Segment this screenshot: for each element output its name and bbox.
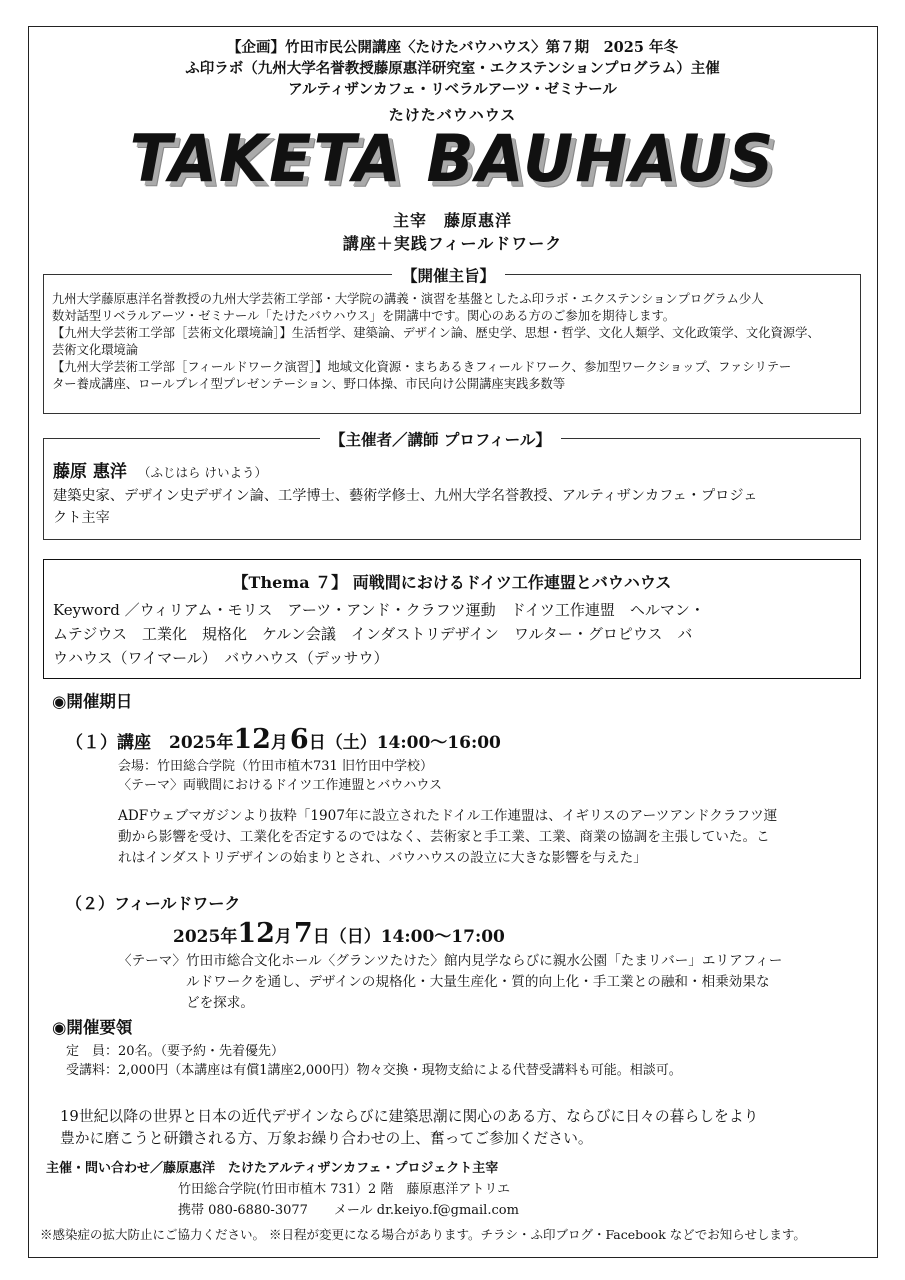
profile-title: 【主催者／講師 プロフィール】 — [320, 428, 561, 450]
invitation-line: 豊かに磨こうと研鑽される方、万象お繰り合わせの上、奮ってご参加ください。 — [60, 1130, 593, 1147]
contact-line-3: 携帯 080-6880-3077 メール dr.keiyo.f@gmail.com — [178, 1203, 519, 1218]
subtitle: 講座＋実践フィールドワーク — [342, 234, 563, 253]
header-line-3: アルティザンカフェ・リベラルアーツ・ゼミナール — [288, 81, 617, 98]
thema-box — [43, 559, 861, 679]
keyword-line: ムテジウス 工業化 規格化 ケルン会議 インダストリデザイン ワルター・グロピウス バ — [53, 625, 693, 643]
lecture-date-line — [66, 724, 501, 755]
kana-title: たけたバウハウス — [388, 106, 517, 124]
lecture-venue: 会場：竹田総合学院（竹田市植木731 旧竹田中学校） — [118, 759, 433, 774]
fieldwork-month-unit: 月 — [274, 927, 292, 947]
contact-line-2: 竹田総合学院(竹田市植木 731）2 階 藤原惠洋アトリエ — [178, 1182, 511, 1197]
purpose-line: ター養成講座、ロールプレイ型プレゼンテーション、野口体操、市民向け公開講座実践多数等 — [52, 377, 566, 391]
keyword-line: ウハウス（ワイマール） バウハウス（デッサウ） — [53, 649, 389, 667]
lecture-quote-line: 動から影響を受け、工業化を否定するのではなく、芸術家と手工業、工業、商業の協調を主張していた。こ — [118, 829, 770, 845]
purpose-box — [43, 266, 861, 414]
thema-title: 【Thema ７】 両戦間におけるドイツ工作連盟とバウハウス — [232, 573, 672, 592]
purpose-line: 芸術文化環境論 — [52, 343, 139, 357]
fieldwork-date-line — [173, 918, 505, 949]
details-capacity: 定 員：20名。（要予約・先着優先） — [66, 1044, 285, 1059]
invitation-line: 19世紀以降の世界と日本の近代デザインならびに建築思潮に関心のある方、ならびに日々の暮らしをより — [60, 1108, 759, 1125]
lecture-month-unit: 月 — [270, 733, 288, 753]
lecture-day-unit: 日 — [308, 733, 326, 753]
details-fee: 受講料：2,000円（本講座は有償1講座2,000円）物々交換・現物支給による代替受講料も可能。相談可。 — [66, 1063, 682, 1078]
purpose-line: 【九州大学芸術工学部［フィールドワーク演習］】地域文化資源・まちあるきフィールドワーク、参加型ワークショップ、ファシリテー — [52, 360, 792, 374]
lecture-weekday-time: （土）14:00〜16:00 — [325, 733, 501, 753]
lecture-label: （１）講座 — [66, 733, 151, 753]
purpose-title: 【開催主旨】 — [392, 264, 505, 286]
lecture-month: 12 — [233, 724, 271, 755]
fieldwork-year: 2025年 — [173, 927, 238, 947]
lecture-quote-line: れはインダストリデザインの始まりとされ、バウハウスの設立に大きな影響を与えた」 — [118, 850, 647, 866]
profile-box — [43, 430, 861, 540]
fieldwork-label: （２）フィールドワーク — [66, 894, 241, 913]
purpose-line: 九州大学藤原惠洋名誉教授の九州大学芸術工学部・大学院の講義・演習を基盤としたふ印ラボ・エクステンションプログラム少人 — [52, 292, 764, 306]
profile-line: 建築史家、デザイン史デザイン論、工学博士、藝術学修士、九州大学名誉教授、アルティザンカフェ・プロジェ — [53, 488, 758, 504]
purpose-line: 数対話型リベラルアーツ・ゼミナール「たけたバウハウス」を開講中です。関心のある方のご参加を期待します。 — [52, 309, 676, 323]
purpose-line: 【九州大学芸術工学部［芸術文化環境論］】生活哲学、建築論、デザイン論、歴史学、思想・哲学、文化人類学、文化政策学、文化資源学、 — [52, 326, 820, 340]
profile-name: 藤原 惠洋 — [53, 462, 127, 482]
fieldwork-theme-label: 〈テーマ〉 — [118, 953, 186, 969]
lecture-year: 2025年 — [169, 733, 234, 753]
host-line: 主宰 藤原惠洋 — [392, 211, 512, 230]
schedule-heading: ◉開催期日 — [52, 692, 133, 711]
main-title: TAKETA BAUHAUS — [129, 120, 776, 197]
fieldwork-theme-line: ルドワークを通し、デザインの規格化・大量生産化・質的向上化・手工業との融和・相乗効果な — [186, 974, 770, 990]
fieldwork-day-unit: 日 — [312, 927, 330, 947]
profile-reading: （ふじはら けいよう） — [138, 465, 267, 480]
profile-line: クト主宰 — [53, 510, 110, 526]
lecture-theme: 〈テーマ〉両戦間におけるドイツ工作連盟とバウハウス — [118, 778, 442, 793]
keyword-line: Keyword ／ウィリアム・モリス アーツ・アンド・クラフツ運動 ドイツ工作連盟 ヘルマン・ — [53, 601, 705, 619]
contact-line-1: 主催・問い合わせ／藤原惠洋 たけたアルティザンカフェ・プロジェクト主宰 — [46, 1161, 499, 1176]
lecture-quote-line: ADFウェブマガジンより抜粋「1907年に設立されたドイル工作連盟は、イギリスのアーツアンドクラフツ運 — [118, 808, 778, 824]
fieldwork-day: 7 — [293, 918, 313, 949]
footnote: ※感染症の拡大防止にご協力ください。 ※日程が変更になる場合があります。チラシ・ふ印ブログ・Facebook などでお知らせします。 — [40, 1227, 806, 1242]
header-line-2: ふ印ラボ（九州大学名誉教授藤原惠洋研究室・エクステンションプログラム）主催 — [185, 60, 720, 77]
lecture-day: 6 — [289, 724, 309, 755]
fieldwork-month: 12 — [237, 918, 275, 949]
fieldwork-weekday-time: （日）14:00〜17:00 — [329, 927, 505, 947]
fieldwork-theme-line: 竹田市総合文化ホール〈グランツたけた〉館内見学ならびに親水公園「たまリバー」エリアフィー — [186, 953, 783, 969]
fieldwork-theme-line: どを探求。 — [186, 995, 254, 1011]
header-line-1: 【企画】竹田市民公開講座〈たけたバウハウス〉第７期 2025 年冬 — [227, 39, 678, 56]
details-heading: ◉開催要領 — [52, 1018, 133, 1037]
